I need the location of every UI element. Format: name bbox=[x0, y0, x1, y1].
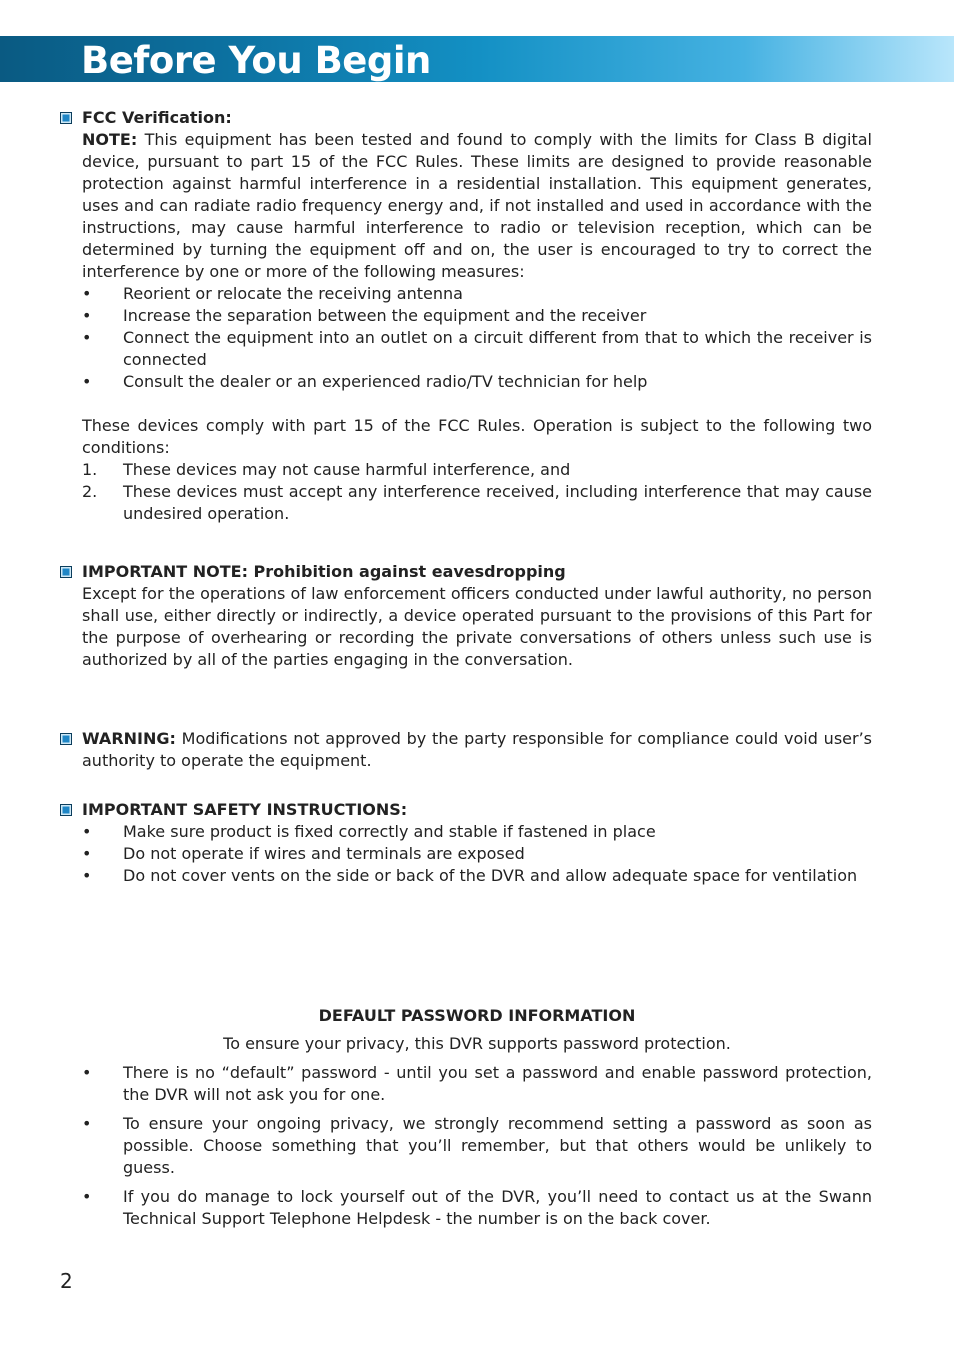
fcc-section bbox=[82, 107, 872, 525]
bullet-mark: • bbox=[82, 372, 92, 391]
warning-label: WARNING: bbox=[82, 729, 176, 748]
password-intro: To ensure your privacy, this DVR supports password protection. bbox=[223, 1034, 731, 1053]
bullet-mark: • bbox=[82, 822, 92, 841]
fcc-measures-list bbox=[82, 283, 872, 393]
password-heading: DEFAULT PASSWORD INFORMATION bbox=[318, 1006, 636, 1025]
note-text: This equipment has been tested and found to comply with the limits for Class B digital device, pursuant to part 15 of the FCC Rules. These limits are designed to provide reasonable protection against harmful interference in a residential installation. This equipment generates, uses and can radiate radio frequency energy and, if not installed and used in accordance with the instructions, may cause harmful interference to radio or television reception, which can be determined by turning the equipment off and on, the user is encouraged to try to correct the interference by one or more of the following measures: bbox=[82, 130, 872, 281]
bullet-mark: • bbox=[82, 866, 92, 885]
list-number: 1. bbox=[82, 460, 98, 479]
list-item: 2. These devices must accept any interference received, including interference that may cause undesired operation. bbox=[82, 482, 872, 523]
list-item: • Make sure product is fixed correctly and stable if fastened in place bbox=[82, 822, 656, 841]
list-item: • Do not cover vents on the side or back of the DVR and allow adequate space for ventilation bbox=[82, 866, 858, 885]
eavesdrop-text: Except for the operations of law enforcement officers conducted under lawful authority, no person shall use, either directly or indirectly, a device operated pursuant to the provisions of this Part for the purpose of overhearing or recording the private conversations of others unless such use is authorized by all of the parties engaging in the conversation. bbox=[82, 584, 872, 669]
list-item: • If you do manage to lock yourself out of the DVR, you’ll need to contact us at the Swann Technical Support Telephone Helpdesk - the number is on the back cover. bbox=[82, 1187, 872, 1228]
list-item: • Connect the equipment into an outlet on a circuit different from that to which the receiver is connected bbox=[82, 328, 872, 369]
bullet-mark: • bbox=[82, 844, 92, 863]
list-number: 2. bbox=[82, 482, 98, 501]
fcc-heading: FCC Verification: bbox=[82, 108, 232, 127]
list-item: • To ensure your ongoing privacy, we strongly recommend setting a password as soon as possible. Choose something that you’ll remember, but that others would be unlikely to guess. bbox=[82, 1114, 872, 1177]
square-bullet-icon bbox=[60, 804, 72, 816]
warning-section bbox=[82, 728, 872, 772]
list-item: • Do not operate if wires and terminals are exposed bbox=[82, 844, 525, 863]
page-number: 2 bbox=[60, 1269, 73, 1293]
list-item: • Increase the separation between the equipment and the receiver bbox=[82, 306, 647, 325]
warning-text: WARNING: Modifications not approved by the party responsible for compliance could void user’s authority to operate the equipment. bbox=[82, 729, 872, 770]
bullet-mark: • bbox=[82, 284, 92, 303]
note-label: NOTE: bbox=[82, 130, 138, 149]
square-bullet-icon bbox=[60, 733, 72, 745]
square-bullet-icon bbox=[60, 566, 72, 578]
bullet-mark: • bbox=[82, 328, 92, 347]
bullet-mark: • bbox=[82, 1114, 92, 1133]
bullet-mark: • bbox=[82, 306, 92, 325]
list-item: • There is no “default” password - until you set a password and enable password protection, the DVR will not ask you for one. bbox=[82, 1063, 872, 1104]
eavesdrop-section bbox=[82, 561, 872, 671]
fcc-note bbox=[82, 129, 872, 283]
safety-heading: IMPORTANT SAFETY INSTRUCTIONS: bbox=[82, 800, 408, 819]
bullet-mark: • bbox=[82, 1063, 92, 1082]
safety-section bbox=[82, 799, 872, 887]
list-item: • Consult the dealer or an experienced radio/TV technician for help bbox=[82, 372, 648, 391]
list-item: 1. These devices may not cause harmful interference, and bbox=[82, 460, 571, 479]
safety-list bbox=[82, 821, 872, 887]
password-section bbox=[82, 1005, 872, 1230]
list-item: • Reorient or relocate the receiving antenna bbox=[82, 284, 463, 303]
page-title: Before You Begin bbox=[81, 39, 431, 82]
bullet-mark: • bbox=[82, 1187, 92, 1206]
square-bullet-icon bbox=[60, 112, 72, 124]
fcc-conditions-list bbox=[82, 459, 872, 525]
fcc-comply-text: These devices comply with part 15 of the FCC Rules. Operation is subject to the following two conditions: bbox=[82, 416, 872, 457]
password-list bbox=[82, 1062, 872, 1230]
eavesdrop-heading: IMPORTANT NOTE: Prohibition against eavesdropping bbox=[82, 562, 566, 581]
